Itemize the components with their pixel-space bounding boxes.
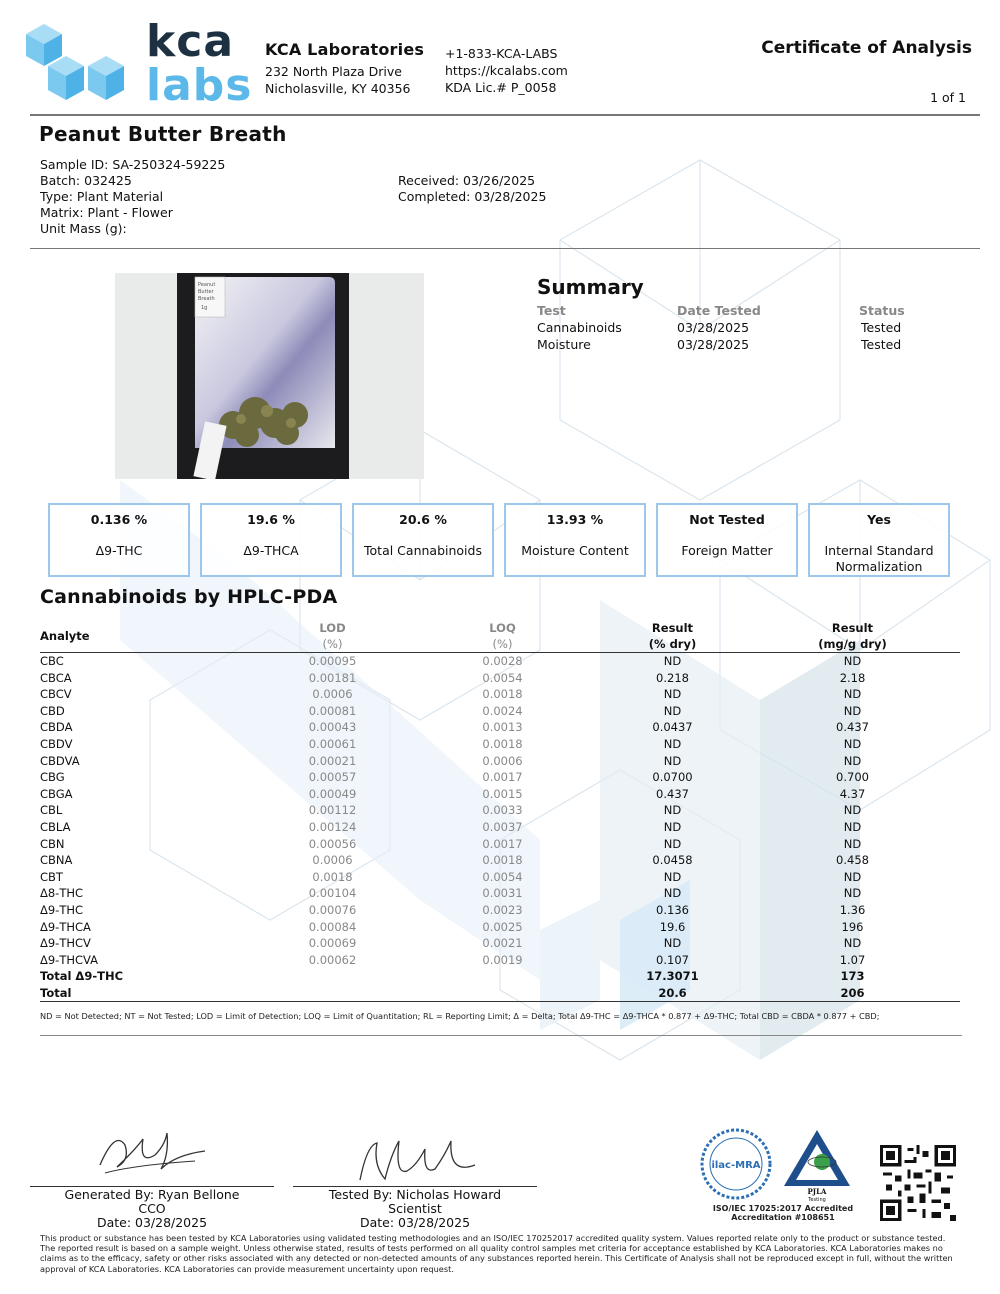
signature-nicholas-howard: [355, 1135, 485, 1190]
table-row: [40, 836, 960, 853]
empty-cell: [405, 985, 600, 1002]
stat-box-moisture: [504, 503, 646, 577]
col-result-mg: [745, 620, 960, 653]
sample-unit-mass: Unit Mass (g):: [40, 221, 127, 236]
analyte-name: CBT: [40, 869, 63, 884]
stat-box-foreign-matter: [656, 503, 798, 577]
lod-value: 0.00062: [308, 952, 357, 967]
empty-cell: [260, 985, 405, 1002]
loq-value: 0.0028: [482, 654, 523, 668]
accreditation-text: [698, 1204, 868, 1222]
loq-value: 0.0018: [482, 736, 523, 751]
pjla-sub-text: Testing: [808, 1197, 826, 1202]
table-row: [40, 670, 960, 687]
sample-name: Peanut Butter Breath: [39, 122, 287, 146]
table-row: [40, 902, 960, 919]
sample-id: Sample ID: SA-250324-59225: [40, 157, 226, 172]
summary-title: Summary: [537, 275, 644, 299]
summary-col-date: Date Tested: [677, 303, 761, 318]
result-pct-value: 0.437: [656, 786, 689, 801]
analyte-name: CBDVA: [40, 753, 80, 768]
loq-value: 0.0017: [482, 770, 523, 785]
loq-value: 0.0018: [482, 687, 523, 702]
sample-photo: [115, 273, 424, 479]
table-row: [40, 753, 960, 770]
summary-date: 03/28/2025: [677, 320, 750, 335]
lab-contact: [445, 45, 568, 96]
loq-value: 0.0006: [482, 753, 523, 768]
loq-value: 0.0023: [482, 902, 523, 917]
total-row: [40, 985, 960, 1002]
loq-value: 0.0037: [482, 819, 523, 834]
result-mg-value: ND: [843, 836, 862, 851]
stat-value: 20.6 %: [399, 512, 447, 527]
generated-role: CCO: [138, 1201, 166, 1216]
total-result-pct: 20.6: [658, 985, 687, 1000]
result-mg-value: ND: [843, 869, 862, 884]
summary-status: Tested: [861, 320, 902, 335]
analyte-name: Δ9-THCVA: [40, 952, 99, 967]
result-pct-value: 0.0437: [652, 720, 693, 735]
result-pct-value: 0.0458: [652, 853, 693, 868]
sample-batch: Batch: 032425: [40, 173, 132, 188]
result-pct-value: 0.136: [656, 902, 689, 917]
result-mg-value: 0.437: [836, 720, 869, 735]
lod-value: 0.00081: [308, 703, 357, 718]
summary-table: [537, 302, 939, 353]
analyte-name: CBL: [40, 803, 63, 818]
summary-status: Tested: [861, 337, 902, 352]
summary-header-row: [537, 302, 939, 319]
generated-by: Generated By: Ryan Bellone: [64, 1187, 240, 1202]
empty-cell: [405, 968, 600, 985]
header-divider: [30, 114, 980, 116]
result-pct-value: ND: [663, 869, 682, 884]
stat-box-d9-thc: [48, 503, 190, 577]
sample-bag-image: [115, 273, 424, 479]
result-pct-value: 0.218: [656, 670, 689, 685]
result-pct-value: 0.0700: [652, 770, 693, 785]
lod-value: 0.00021: [308, 753, 357, 768]
result-mg-value: ND: [843, 803, 862, 818]
sample-dates: [398, 173, 546, 205]
pjla-text: PJLA: [807, 1187, 827, 1196]
analyte-name: CBNA: [40, 853, 73, 868]
loq-value: 0.0031: [482, 886, 523, 901]
result-pct-value: ND: [663, 654, 682, 668]
generated-date: Date: 03/28/2025: [96, 1215, 208, 1230]
loq-value: 0.0021: [482, 936, 523, 951]
table-footer-divider: [40, 1035, 962, 1036]
ilac-text: ilac-MRA: [711, 1160, 761, 1171]
table-row: [40, 852, 960, 869]
result-mg-value: ND: [843, 819, 862, 834]
cannabinoids-header-row: [40, 620, 960, 653]
result-pct-value: 0.107: [656, 952, 689, 967]
lod-value: 0.00112: [308, 803, 357, 818]
total-result-mg: 173: [840, 969, 865, 984]
result-pct-value: ND: [663, 753, 682, 768]
result-mg-value: ND: [843, 654, 862, 668]
summary-col-test: Test: [537, 303, 566, 318]
summary-col-status: Status: [859, 303, 905, 318]
cannabinoids-section-title: Cannabinoids by HPLC-PDA: [40, 586, 338, 608]
signature-block-left: [30, 1188, 274, 1230]
col-lod: [260, 620, 405, 653]
stat-value: 13.93 %: [546, 512, 604, 527]
loq-value: 0.0013: [482, 720, 523, 735]
sample-matrix: Matrix: Plant - Flower: [40, 205, 173, 220]
accreditation-line2: Accreditation #108651: [731, 1213, 835, 1222]
col-result-pct-label: Result: [651, 621, 694, 635]
loq-value: 0.0025: [482, 919, 523, 934]
kca-labs-logo: [26, 16, 253, 111]
disclaimer: This product or substance has been tested by KCA Laboratories using validated testing methodologies and an ISO/IEC 170252017 accredited quality system. Values reported relate only to the product or substance tested. The reported result is based on a sample weight. Unless otherwise stated, results of tests performed on all quality control samples met criteria for acceptance established by KCA Laboratories. KCA Laboratories makes no claims as to the efficacy, safety or other risks associated with any detected or non-detected amounts of any substances reported herein. This Certificate of Analysis shall not be reproduced except in full, without the written approval of KCA Laboratories. KCA Laboratories can provide measurement uncertainty upon request.: [40, 1233, 953, 1274]
result-pct-value: ND: [663, 819, 682, 834]
table-row: [40, 935, 960, 952]
tested-date: Date: 03/28/2025: [359, 1215, 471, 1230]
stat-label: Moisture Content: [521, 543, 629, 558]
col-result-mg-unit: (mg/g dry): [818, 637, 887, 651]
table-row: [40, 769, 960, 786]
col-result-mg-label: Result: [831, 621, 874, 635]
loq-value: 0.0015: [482, 786, 523, 801]
result-pct-value: ND: [663, 703, 682, 718]
lod-value: 0.0006: [312, 853, 353, 868]
address-line2: Nicholasville, KY 40356: [265, 81, 411, 96]
analyte-name: CBD: [40, 703, 65, 718]
stat-box-total-cannabinoids: [352, 503, 494, 577]
lod-value: 0.00181: [308, 670, 357, 685]
cannabinoids-table-body: [40, 653, 960, 1002]
analyte-name: CBCV: [40, 687, 72, 702]
lod-value: 0.00076: [308, 902, 357, 917]
lab-license: KDA Lic.# P_0058: [445, 80, 557, 95]
lod-value: 0.00056: [308, 836, 357, 851]
table-row: [40, 686, 960, 703]
col-loq-label: LOQ: [489, 621, 516, 635]
analyte-name: CBN: [40, 836, 65, 851]
table-row: [40, 885, 960, 902]
result-pct-value: ND: [663, 803, 682, 818]
summary-test: Cannabinoids: [537, 320, 622, 335]
result-pct-value: ND: [663, 936, 682, 951]
analyte-name: Δ9-THCV: [40, 936, 91, 951]
info-divider: [30, 248, 980, 249]
col-loq: [405, 620, 600, 653]
table-row: [40, 703, 960, 720]
result-mg-value: ND: [843, 753, 862, 768]
result-mg-value: 1.07: [839, 952, 866, 967]
lod-value: 0.00104: [308, 886, 357, 901]
table-row: [40, 786, 960, 803]
stat-box-internal-standard: [808, 503, 950, 577]
sample-info: [40, 157, 225, 237]
lod-value: 0.00095: [308, 654, 357, 668]
col-result-pct: [600, 620, 745, 653]
col-result-pct-unit: (% dry): [648, 637, 697, 651]
lod-value: 0.00084: [308, 919, 357, 934]
tested-role: Scientist: [388, 1201, 442, 1216]
result-mg-value: 4.37: [839, 786, 866, 801]
result-mg-value: ND: [843, 687, 862, 702]
bag-label-line3: Breath: [198, 296, 215, 302]
completed-date: Completed: 03/28/2025: [398, 189, 547, 204]
total-row: [40, 968, 960, 985]
result-mg-value: 196: [841, 919, 864, 934]
accreditation-line1: ISO/IEC 17025:2017 Accredited: [712, 1204, 854, 1213]
stat-value: 0.136 %: [90, 512, 148, 527]
loq-value: 0.0054: [482, 869, 523, 884]
lod-value: 0.00061: [308, 736, 357, 751]
result-mg-value: ND: [843, 703, 862, 718]
loq-value: 0.0024: [482, 703, 523, 718]
pjla-logo: [782, 1128, 852, 1202]
table-footnote: ND = Not Detected; NT = Not Tested; LOD = Limit of Detection; LOQ = Limit of Quantitation; RL = Reporting Limit; Δ = Delta; Total Δ9-THC = Δ9-THCA * 0.877 + Δ9-THC; Total CBD = CBDA * 0.877 + CBD;: [40, 1011, 880, 1021]
tested-by: Tested By: Nicholas Howard: [328, 1187, 502, 1202]
lod-value: 0.00049: [308, 786, 357, 801]
stat-value: 19.6 %: [247, 512, 295, 527]
result-pct-value: 19.6: [659, 919, 686, 934]
analyte-name: Δ8-THC: [40, 886, 84, 901]
analyte-name: Δ9-THCA: [40, 919, 91, 934]
cannabinoids-table: [40, 620, 960, 1002]
stat-value: Not Tested: [689, 512, 765, 527]
analyte-name: CBDA: [40, 720, 73, 735]
analyte-name: CBGA: [40, 786, 73, 801]
analyte-name: CBCA: [40, 670, 72, 685]
sample-type: Type: Plant Material: [40, 189, 164, 204]
bag-label-line4: 1g: [201, 305, 208, 311]
stat-label: Δ9-THCA: [243, 543, 299, 558]
lod-value: 0.00043: [308, 720, 357, 735]
col-lod-unit: (%): [322, 637, 343, 651]
summary-row: [537, 319, 939, 336]
total-result-mg: 206: [840, 985, 865, 1000]
table-row: [40, 919, 960, 936]
logo-text-kca: kca: [146, 16, 235, 67]
page-number: 1 of 1: [930, 90, 966, 105]
table-row: [40, 719, 960, 736]
result-mg-value: 0.700: [836, 770, 869, 785]
empty-cell: [260, 968, 405, 985]
total-result-pct: 17.3071: [646, 969, 699, 984]
stat-label: Internal Standard Normalization: [824, 543, 934, 574]
bag-label-line1: Peanut: [198, 282, 216, 288]
analyte-name: CBDV: [40, 736, 73, 751]
total-label: Total: [40, 985, 72, 1000]
ilac-mra-logo: [700, 1128, 772, 1200]
result-pct-value: ND: [663, 836, 682, 851]
lod-value: 0.00057: [308, 770, 357, 785]
summary-row: [537, 336, 939, 353]
lod-value: 0.0018: [312, 869, 353, 884]
result-mg-value: 0.458: [836, 853, 869, 868]
result-mg-value: ND: [843, 936, 862, 951]
loq-value: 0.0019: [482, 952, 523, 967]
result-mg-value: 1.36: [839, 902, 866, 917]
signature-ryan-bellone: [95, 1125, 215, 1185]
loq-value: 0.0033: [482, 803, 523, 818]
col-loq-unit: (%): [492, 637, 513, 651]
lab-phone: +1-833-KCA-LABS: [445, 46, 558, 61]
bag-label-line2: Butter: [198, 289, 214, 295]
lab-name: KCA Laboratories: [265, 40, 425, 59]
col-lod-label: LOD: [319, 621, 346, 635]
analyte-name: CBG: [40, 770, 65, 785]
table-row: [40, 653, 960, 670]
stat-label: Foreign Matter: [681, 543, 773, 558]
document-title: Certificate of Analysis: [761, 38, 972, 58]
analyte-name: CBLA: [40, 819, 71, 834]
qr-code-icon[interactable]: [880, 1145, 956, 1221]
result-mg-value: ND: [843, 736, 862, 751]
stat-value: Yes: [867, 512, 891, 527]
summary-date: 03/28/2025: [677, 337, 750, 352]
summary-test: Moisture: [537, 337, 591, 352]
analyte-name: Δ9-THC: [40, 902, 84, 917]
logo-text-labs: labs: [146, 60, 253, 111]
lod-value: 0.00124: [308, 819, 357, 834]
table-row: [40, 819, 960, 836]
received-date: Received: 03/26/2025: [398, 173, 536, 188]
result-pct-value: ND: [663, 687, 682, 702]
address-line1: 232 North Plaza Drive: [265, 64, 402, 79]
stat-box-d9-thca: [200, 503, 342, 577]
total-label: Total Δ9-THC: [40, 969, 124, 984]
table-row: [40, 869, 960, 886]
lod-value: 0.0006: [312, 687, 353, 702]
stat-label: Δ9-THC: [95, 543, 143, 558]
result-pct-value: ND: [663, 886, 682, 901]
lab-website[interactable]: https://kcalabs.com: [445, 63, 568, 78]
result-pct-value: ND: [663, 736, 682, 751]
table-row: [40, 802, 960, 819]
loq-value: 0.0017: [482, 836, 523, 851]
lod-value: 0.00069: [308, 936, 357, 951]
analyte-name: CBC: [40, 654, 64, 668]
signature-block-right: [293, 1188, 537, 1230]
result-mg-value: 2.18: [839, 670, 866, 685]
loq-value: 0.0018: [482, 853, 523, 868]
col-analyte: Analyte: [40, 629, 90, 643]
table-row: [40, 736, 960, 753]
lab-address: [265, 63, 411, 97]
result-mg-value: ND: [843, 886, 862, 901]
table-row: [40, 952, 960, 969]
loq-value: 0.0054: [482, 670, 523, 685]
stat-label: Total Cannabinoids: [364, 543, 482, 558]
